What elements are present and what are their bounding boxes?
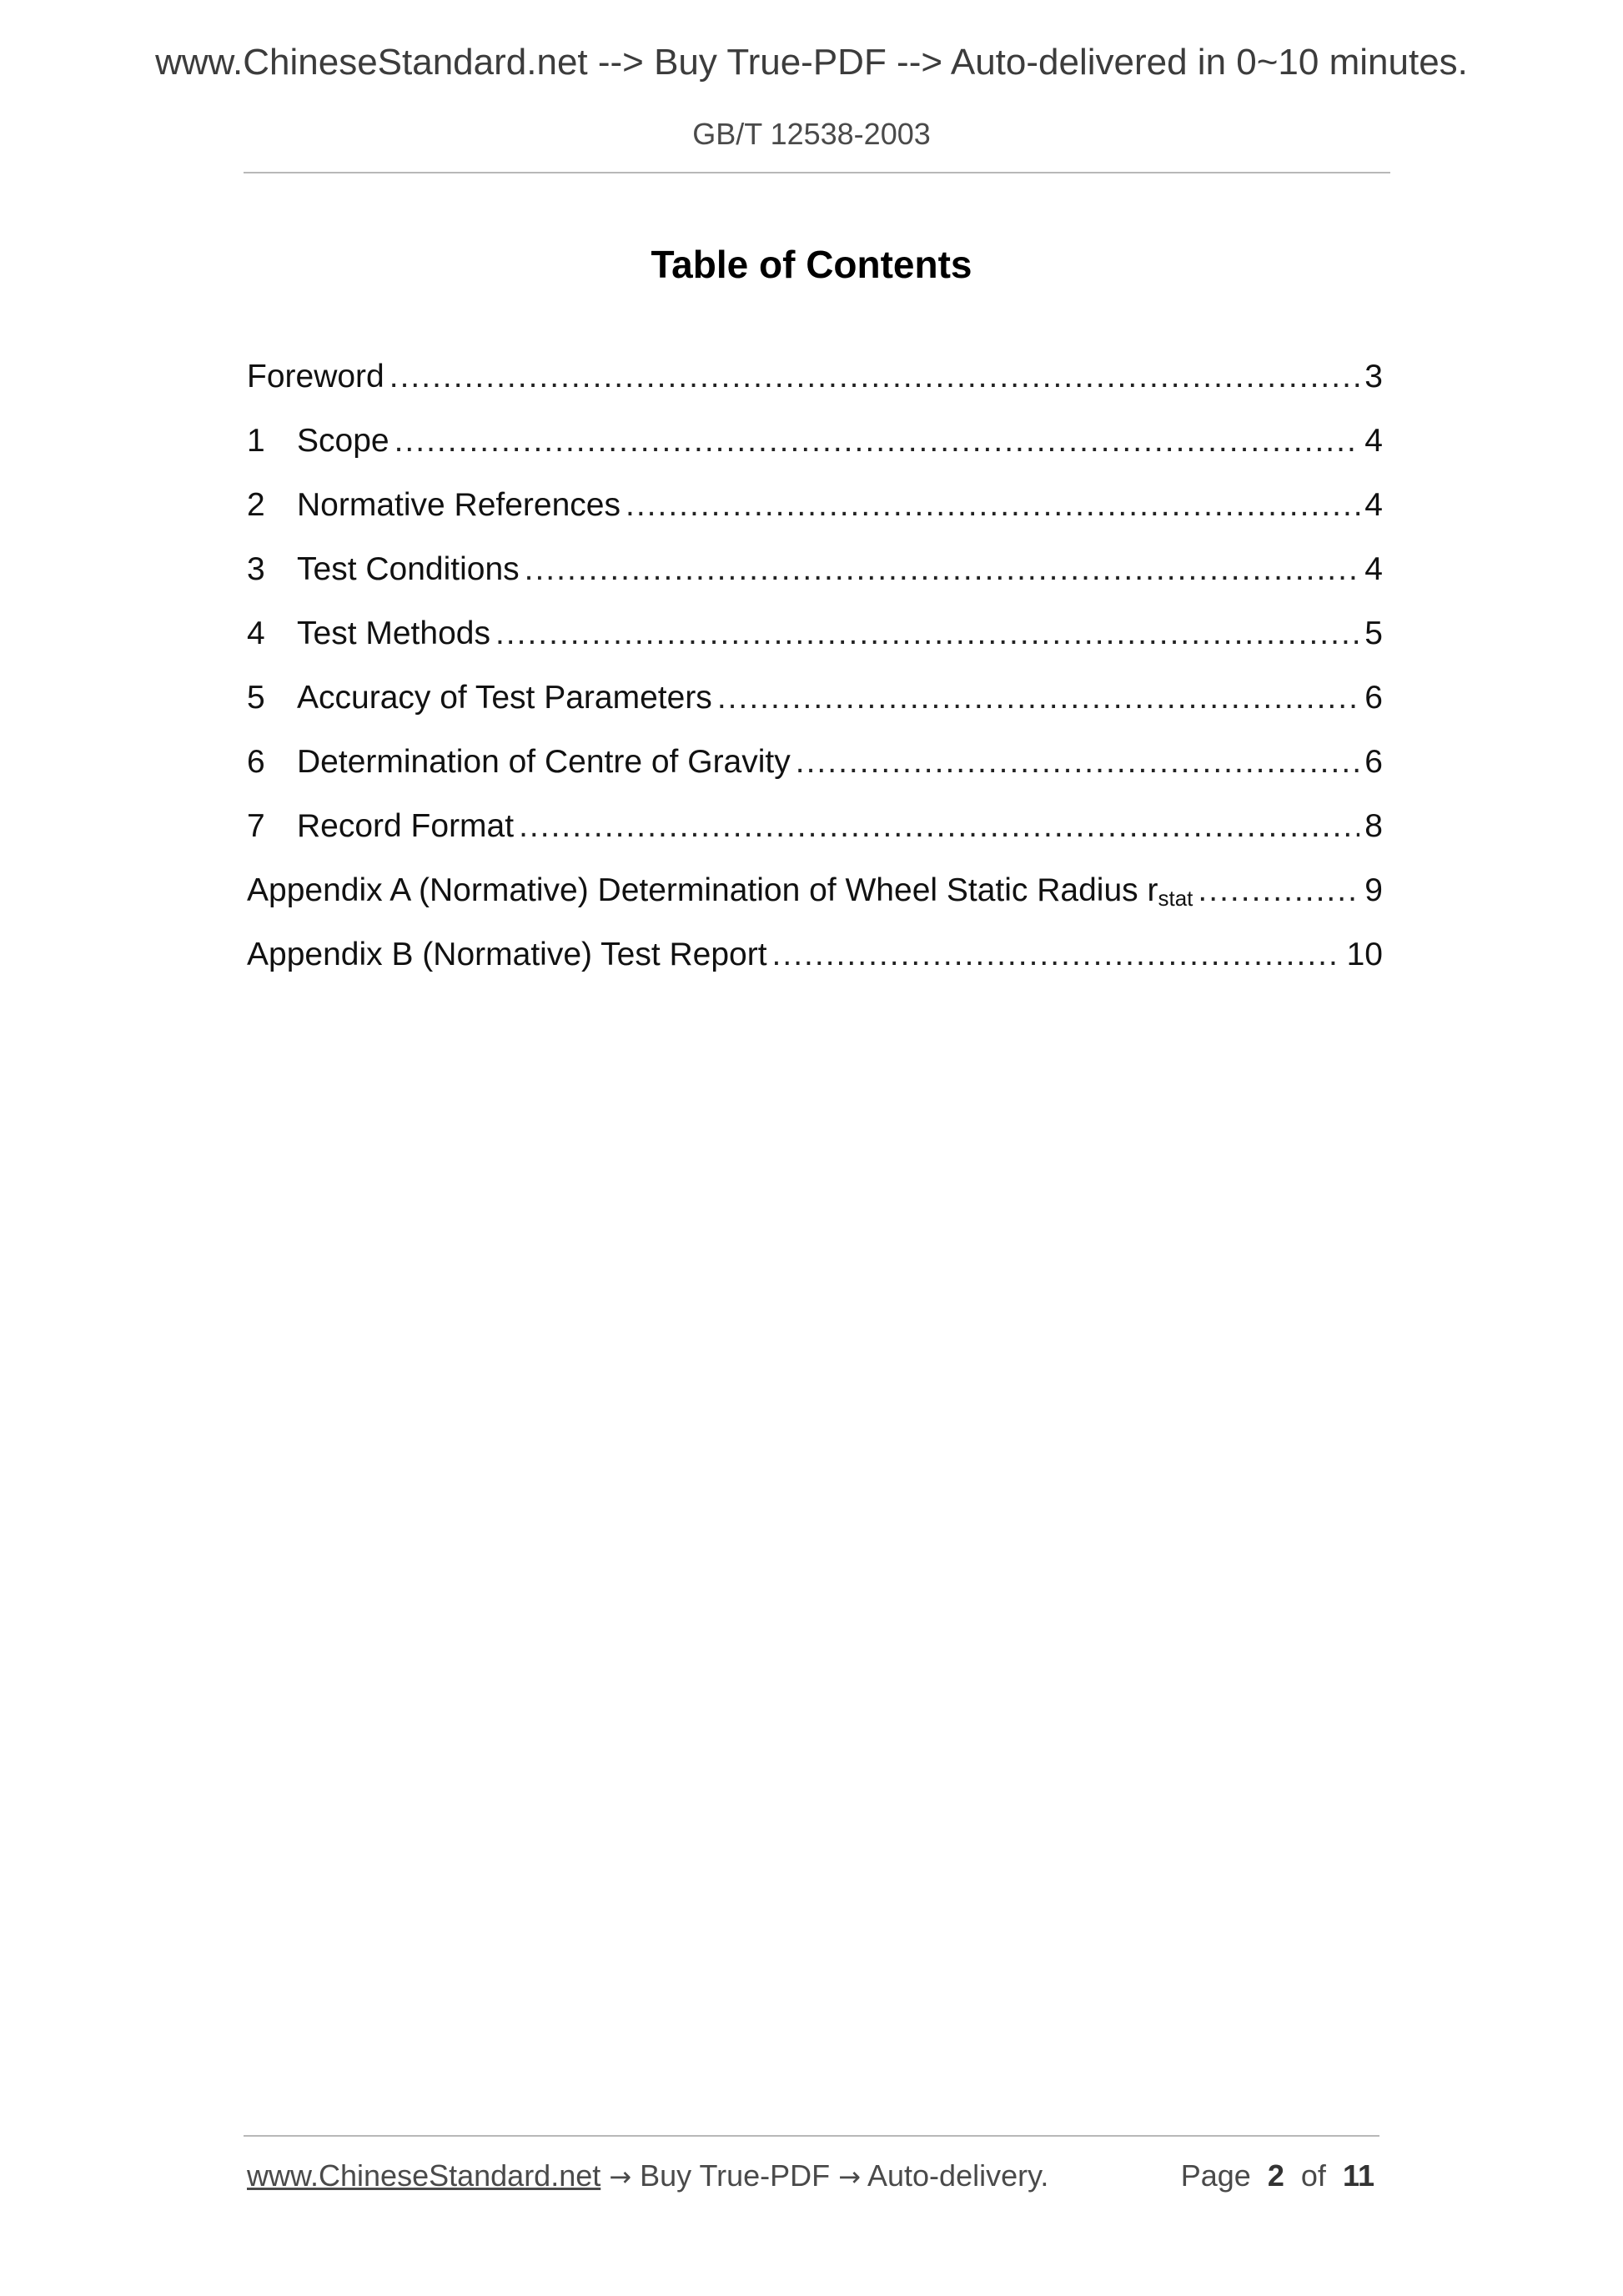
toc-page-number: 4 [1364,551,1383,587]
arrow-right-icon: → [609,2161,632,2193]
toc-section-number: 7 [247,808,265,844]
toc-entry-text: Determination of Centre of Gravity [297,744,791,780]
toc-page-number: 6 [1364,744,1383,780]
toc-entry-record-format[interactable] [247,808,1383,872]
footer-delivery-text: Auto-delivery. [867,2158,1049,2193]
toc-title: Table of Contents [651,243,972,286]
toc-entry-text: Test Methods [297,615,490,651]
toc-dot-leader [495,615,1359,652]
toc-entry-appendix-a[interactable] [247,872,1383,937]
toc-entry-normative-references[interactable] [247,487,1383,551]
toc-entry-scope[interactable] [247,423,1383,487]
toc-dot-leader [1198,872,1359,909]
toc-entry-test-conditions[interactable] [247,551,1383,615]
toc-entry-text: Accuracy of Test Parameters [297,680,712,716]
toc-entry-text: Test Conditions [297,551,520,587]
toc-section-number: 2 [247,487,265,523]
page-indicator [1181,2158,1374,2193]
toc-dot-leader [717,680,1359,716]
toc-page-number: 9 [1364,872,1383,908]
page-current: 2 [1267,2158,1284,2193]
toc-dot-leader [772,937,1342,973]
footer-divider [244,2135,1379,2137]
toc-section-number: 5 [247,680,265,716]
toc-entry-text: Appendix B (Normative) Test Report [247,937,767,972]
page-total: 11 [1342,2158,1374,2193]
header-banner: www.ChineseStandard.net --> Buy True-PDF --> Auto-delivered in 0~10 minutes. [155,42,1468,83]
toc-entry-text: Foreword [247,359,384,394]
header-divider [244,172,1390,173]
footer-site-link[interactable]: www.ChineseStandard.net [247,2158,601,2193]
toc-entry-foreword[interactable] [247,359,1383,423]
page-footer [247,2158,1374,2193]
arrow-right-icon: → [838,2161,861,2193]
toc-dot-leader [519,808,1359,845]
page-of-label: of [1300,2158,1326,2193]
toc-list [247,359,1383,1001]
toc-page-number: 6 [1364,680,1383,716]
toc-page-number: 3 [1364,359,1383,394]
toc-entry-text: Scope [297,423,389,459]
toc-entry-text: Normative References [297,487,621,523]
toc-section-number: 6 [247,744,265,780]
toc-section-number: 4 [247,615,265,651]
toc-entry-test-methods[interactable] [247,615,1383,680]
document-code: GB/T 12538-2003 [692,117,931,151]
toc-page-number: 10 [1346,937,1383,972]
toc-entry-accuracy-of-test-parameters[interactable] [247,680,1383,744]
footer-left [247,2158,1048,2193]
toc-page-number: 4 [1364,487,1383,523]
toc-page-number: 8 [1364,808,1383,844]
toc-section-number: 1 [247,423,265,459]
toc-page-number: 4 [1364,423,1383,459]
toc-entry-text: Record Format [297,808,515,844]
toc-dot-leader [525,551,1360,588]
toc-entry-subscript: stat [1158,886,1193,911]
toc-page-number: 5 [1364,615,1383,651]
toc-entry-text [247,872,1193,909]
toc-dot-leader [796,744,1360,781]
toc-dot-leader [389,359,1360,395]
page-label: Page [1180,2158,1251,2193]
footer-buy-text: Buy True-PDF [640,2158,831,2193]
toc-entry-appendix-b[interactable] [247,937,1383,1001]
toc-entry-centre-of-gravity[interactable] [247,744,1383,808]
toc-dot-leader [394,423,1360,460]
toc-entry-main-text: Appendix A (Normative) Determination of Wheel Static Radius r [247,872,1158,908]
toc-section-number: 3 [247,551,265,587]
toc-dot-leader [626,487,1359,524]
